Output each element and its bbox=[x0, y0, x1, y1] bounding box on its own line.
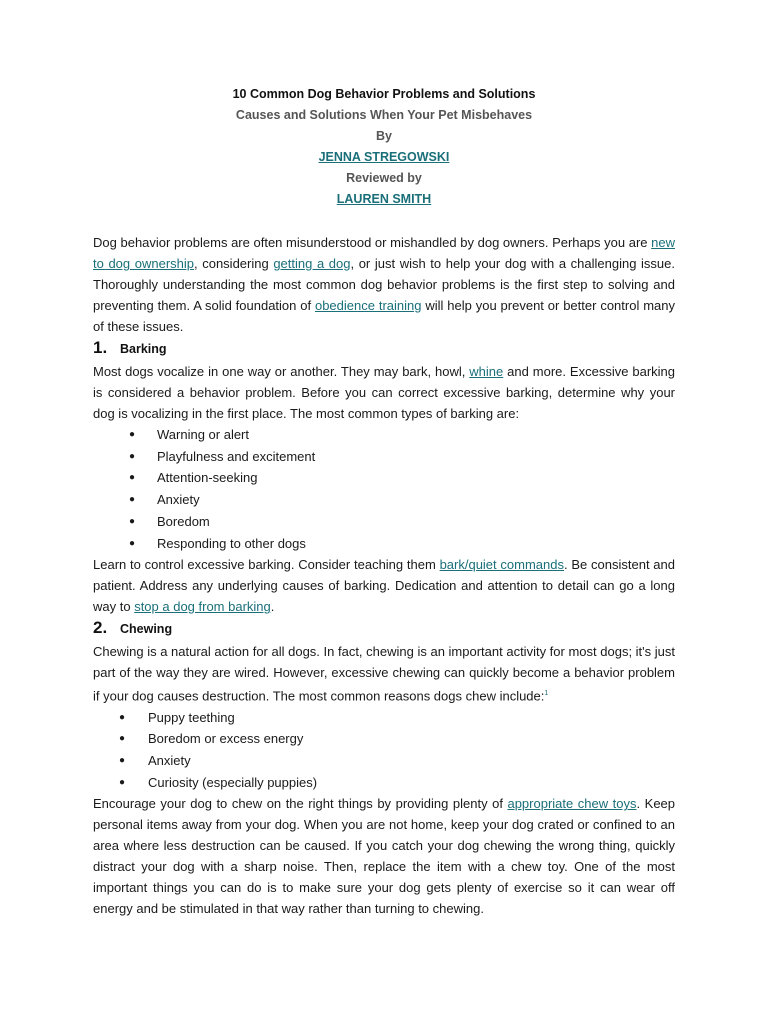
barking-solution-paragraph: Learn to control excessive barking. Consider teaching them bark/quiet commands. Be consistent and patient. Address any underlying causes of barking. Dedication and attention to detail can go a long way to stop a dog from barking. bbox=[93, 557, 675, 615]
section-number: 1. bbox=[93, 338, 108, 357]
new-to-dog-ownership-link[interactable]: new to dog ownership bbox=[93, 235, 675, 271]
author-link[interactable]: JENNA STREGOWSKI bbox=[318, 150, 450, 164]
list-item: ● Playfulness and excitement bbox=[93, 446, 675, 468]
chewing-solution-paragraph: Encourage your dog to chew on the right things by providing plenty of appropriate chew toys. Keep personal items away from your dog. When you are not home, keep your dog crated or confined to an area where less destruction can be caused. If you catch your dog chewing the wrong thing, quickly distract your dog with a sharp noise. Then, replace the item with a chew toy. One of the most important things you can do is to make sure your dog gets plenty of exercise so it can wear off energy and be stimulated in that way rather than turning to chewing. bbox=[93, 796, 676, 917]
section-number: 2. bbox=[93, 618, 108, 638]
stop-a-dog-from-barking-link[interactable]: stop a dog from barking bbox=[134, 599, 271, 615]
reviewer-link[interactable]: LAUREN SMITH bbox=[336, 192, 432, 206]
list-item: ● Puppy teething bbox=[93, 707, 675, 729]
footnote-marker[interactable]: 1 bbox=[544, 690, 549, 698]
list-item: ● Anxiety bbox=[93, 750, 675, 772]
section-heading-barking bbox=[93, 338, 675, 361]
barking-types-list bbox=[93, 424, 675, 554]
article-subtitle: Causes and Solutions When Your Pet Misbehaves bbox=[235, 108, 533, 122]
article-header bbox=[93, 84, 675, 210]
whine-link[interactable]: whine bbox=[469, 364, 504, 379]
bullet-icon: ● bbox=[119, 776, 126, 788]
list-item: ● Anxiety bbox=[93, 489, 675, 511]
list-item: ● Curiosity (especially puppies) bbox=[93, 772, 675, 794]
section-title: Barking bbox=[120, 342, 167, 356]
intro-paragraph: Dog behavior problems are often misunderstood or mishandled by dog owners. Perhaps you are new to dog ownership, considering getting a dog, or just wish to help your dog with a challenging issue. Thoroughly understanding the most common dog behavior problems is the first step to solving and preventing them. A solid foundation of obedience training will help you prevent or better control many of these issues. bbox=[93, 235, 676, 334]
section-heading-chewing bbox=[93, 618, 675, 641]
bullet-icon: ● bbox=[129, 515, 136, 527]
reviewed-by-label: Reviewed by bbox=[346, 171, 422, 185]
obedience-training-link[interactable]: obedience training bbox=[314, 298, 422, 313]
bullet-icon: ● bbox=[119, 754, 126, 766]
bark-quiet-commands-link[interactable]: bark/quiet commands bbox=[439, 557, 564, 573]
chewing-reasons-list bbox=[93, 707, 675, 794]
bullet-icon: ● bbox=[129, 429, 136, 440]
appropriate-chew-toys-link[interactable]: appropriate chew toys bbox=[507, 796, 637, 812]
getting-a-dog-link[interactable]: getting a dog bbox=[273, 256, 351, 271]
bullet-icon: ● bbox=[129, 450, 136, 462]
section-title: Chewing bbox=[120, 622, 173, 637]
list-item: ● Responding to other dogs bbox=[93, 533, 675, 555]
bullet-icon: ● bbox=[129, 537, 136, 549]
list-item: ● Attention-seeking bbox=[93, 467, 675, 489]
list-item: ● Boredom bbox=[93, 511, 675, 533]
bullet-icon: ● bbox=[129, 472, 136, 484]
bullet-icon: ● bbox=[119, 711, 126, 723]
list-item: ● Boredom or excess energy bbox=[93, 728, 675, 750]
chewing-paragraph: Chewing is a natural action for all dogs. In fact, chewing is an important activity for most dogs; it's just part of the way they are wired. However, excessive chewing can quickly become a behavior problem if your dog causes destruction. The most common reasons dogs chew include:$^1$ bbox=[93, 644, 675, 704]
bullet-icon: ● bbox=[119, 733, 126, 745]
list-item: ● Warning or alert bbox=[93, 424, 675, 446]
bullet-icon: ● bbox=[129, 494, 136, 506]
barking-paragraph: Most dogs vocalize in one way or another. They may bark, howl, whine and more. Excessive barking is considered a behavior problem. Before you can correct excessive barking, determine why your dog is vocalizing in the first place. The most common types of barking are: bbox=[93, 364, 675, 421]
by-label: By bbox=[376, 129, 392, 143]
article-title: 10 Common Dog Behavior Problems and Solutions bbox=[232, 87, 536, 101]
